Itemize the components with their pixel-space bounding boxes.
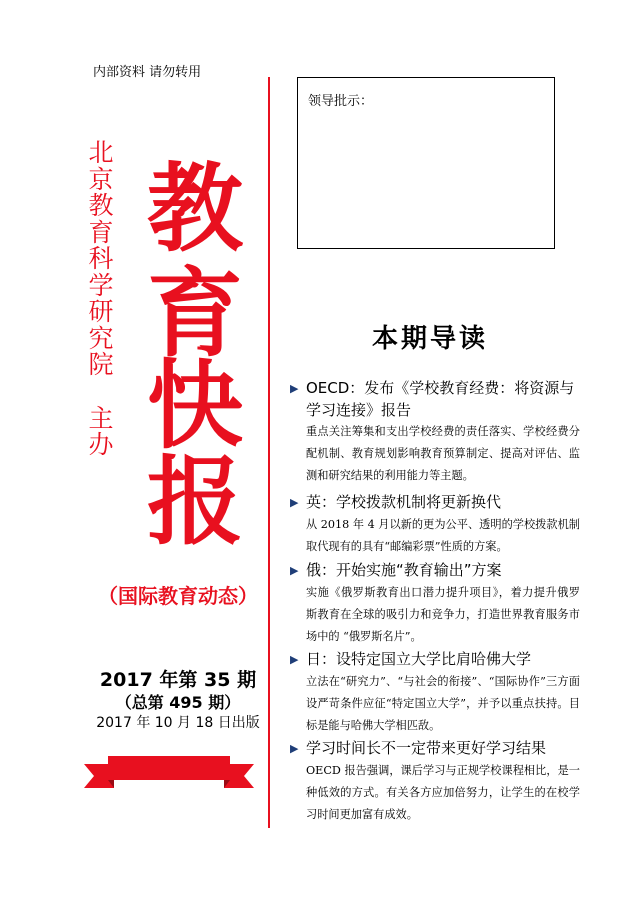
masthead-subtitle: （国际教育动态） (98, 584, 258, 608)
title-char-1: 教 (147, 153, 243, 265)
triangle-right-icon: ▶ (290, 742, 299, 755)
vertical-divider (268, 77, 270, 828)
contents-item (290, 377, 580, 487)
issue-number: 2017 年第 35 期 (99, 669, 257, 691)
triangle-right-icon: ▶ (290, 382, 299, 395)
approval-label: 领导批示： (308, 94, 374, 109)
issue-total: （总第 495 期） (115, 693, 241, 712)
publisher-role: 主办 (88, 403, 114, 459)
triangle-right-icon: ▶ (290, 653, 299, 666)
item-heading: 俄：开始实施“教育输出”方案 (306, 561, 502, 579)
internal-note: 内部资料 请勿转用 (93, 65, 202, 80)
contents-item (290, 737, 580, 826)
publisher-org: 北京教育科学研究院 (88, 138, 114, 379)
item-heading: 英：学校拨款机制将更新换代 (306, 493, 502, 511)
item-summary: OECD 报告强调，课后学习与正规学校课程相比，是一种低效的方式。有关各方应加倍努力，让学生的在校学习时间更加富有成效。 (306, 764, 580, 821)
title-char-2: 育 (147, 258, 243, 370)
issue-date: 2017 年 10 月 18 日出版 (96, 715, 260, 731)
item-summary: 重点关注筹集和支出学校经费的责任落实、学校经费分配机制、教育规划影响教育预算制定、提高对评估、监测和研究结果的利用能力等主题。 (306, 425, 580, 482)
contents-item (290, 559, 580, 648)
ribbon-banner-icon (84, 750, 254, 792)
contents-title: 本期导读 (371, 324, 488, 354)
contents-item (290, 491, 580, 558)
item-summary: 立法在“研究力”、“与社会的衔接”、“国际协作”三方面设严苛条件应征“特定国立大学”，并予以重点扶持。目标是能与哈佛大学相匹敌。 (306, 675, 580, 732)
item-heading: OECD：发布《学校教育经费：将资源与学习连接》报告 (306, 379, 575, 419)
item-heading: 学习时间长不一定带来更好学习结果 (306, 739, 547, 757)
item-heading: 日：设特定国立大学比肩哈佛大学 (306, 650, 532, 668)
title-char-4: 报 (147, 446, 243, 558)
item-summary: 实施《俄罗斯教育出口潜力提升项目》，着力提升俄罗斯教育在全球的吸引力和竞争力，打造世界教育服务市场中的 “俄罗斯名片”。 (306, 586, 580, 643)
approval-box[interactable] (297, 77, 555, 249)
contents-item (290, 648, 580, 737)
triangle-right-icon: ▶ (290, 564, 299, 577)
publisher-vertical (88, 140, 114, 459)
item-summary: 从 2018 年 4 月以新的更为公平、透明的学校拨款机制取代现有的具有“邮编彩票”性质的方案。 (306, 518, 580, 553)
triangle-right-icon: ▶ (290, 496, 299, 509)
title-char-3: 快 (147, 350, 243, 462)
